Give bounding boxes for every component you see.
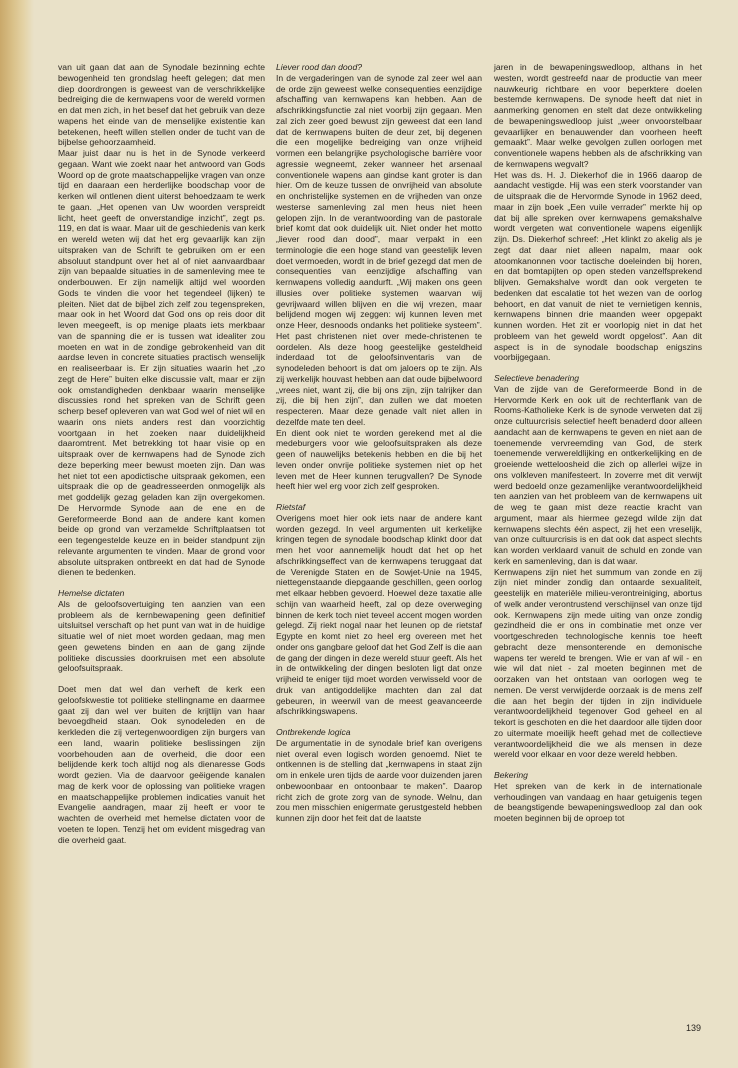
paragraph: En dient ook niet te worden gerekend met al die medeburgers voor wie geloofsuitspraken als deze geen of nauwelijks betekenis hebben en die bij het leven onder onvrije politieke systemen niet op het leven met de Heer kunnen terugvallen? De Synode heeft hier wel erg voor zich zelf gesproken. [276, 427, 482, 492]
paragraph: jaren in de bewapeningswedloop, althans in het westen, wordt gestreefd naar de productie van meer nauwkeurig richtbare en voor beperktere doelen bestemde kernwapens. De synode heeft dat niet in aanmerking genomen en stelt dat deze ontwikkeling de bewapeningswedloop juist „weer onvoorstelbaar gevaarlijker en benauwender dan voorheen heeft gemaakt”. Maar welke gevolgen zullen oorlogen met conventionele wapens hebben als de afschrikking van de kernwapens wegvalt? [494, 62, 702, 169]
paragraph: Van de zijde van de Gereformeerde Bond in de Hervormde Kerk en ook uit de rechterflank van de Rooms-Katholieke Kerk is de synode verweten dat zij onze cultuurcrisis selectief heeft benaderd door alleen aandacht aan de kernwapens te geven en niet aan de toenemende vervreemding van God, de sterk toenemende verwereldlijking en ontkerkelijking en de groeiende wetteloosheid die zich op allerlei wijze in ons volkleven manifesteert. In zoverre met dit verwijt werd bedoeld onze gezamenlijke verantwoordelijkheid ten aanzien van het probleem van de kernwapens uit de weg te gaan mist deze reactie kracht van argument, maar als hiermee gezegd wilde zijn dat kernwapens slechts één aspect, zij het een vreselijk, van onze cultuurcrisis is en dat ook dat aspect slechts kan worden verklaard vanuit de schuld en zonde van kerk en samenleving, dan is dat waar. [494, 383, 702, 566]
section-heading-rietstaf: Rietstaf [276, 502, 306, 512]
section-heading-ontbrekende-logica: Ontbrekende logica [276, 727, 351, 737]
text-column-middle [276, 62, 482, 824]
paragraph: Maar juist daar nu is het in de Synode verkeerd gegaan. Want wie zoekt naar het antwoord van Gods Woord op de grote maatschappelijke vragen van onze tijd en daaraan een herderlijke boodschap voor de kerken wil ontlenen dient uiterst behoedzaam te werk te gaan. „Het openen van Uw woorden verspreidt licht, heet geeft de onverstandige inzicht”, zegt ps. 119, en dat is waar. Maar uit de geschiedenis van kerk en wereld weten wij dat het erg gevaarlijk kan zijn uitspraken van de Schrift te gebruiken om er een absoluut standpunt over het al of niet aanvaardbaar zijn van bepaalde situaties in de samenleving mee te onderbouwen. Er zijn namelijk altijd wel woorden Gods te vinden die voor het tegendeel (lijken) te pleiten. Niet dat de bijbel zich zelf zou tegenspreken, maar ook in het Woord dat God ons op reis door dit leven meegeeft, is op menige plaats iets merkbaar van de spanning die er is tussen wat idealiter zou moeten en wat in de zondige gebrokenheid van dit aardse leven in concrete situaties practisch wenselijk en realiseerbaar is. Er zijn situaties waarin het „zo zegt de Here” buiten elke discussie valt, maar er zijn ook omstandigheden denkbaar waarin menselijke discussies rond het spreken van de Schrift geen scherp besef opleveren van wat God wel of niet wil en waarin ons niets anders rest dan voorzichtig voortgaan in het zoeken naar duidelijkheid daaromtrent. Met betrekking tot haar visie op en uitspraak over de kernwapens had de Synode zich deze beperking meer bewust moeten zijn. Dan was het niet tot een apodictische uitspraak gekomen, een uitspraak die op de geadresseerden onmogelijk als met goddelijk gezag geladen kan zijn overgekomen. De Hervormde Synode aan de ene en de Gereformeerde Bond aan de andere kant komen beide op grond van verzamelde Schriftplaatsen tot een tegengestelde keuze en in beider standpunt zijn relevante argumenten te vinden. Maar de grond voor absolute uitspraken ontbreekt en dat had de Synode dienen te bedenken. [58, 148, 265, 578]
page-number: 139 [686, 1023, 702, 1033]
paragraph: Het was ds. H. J. Diekerhof die in 1966 daarop de aandacht vestigde. Hij was een sterk voorstander van de uitspraak die de Hervormde Synode in 1962 deed, maar in zijn boek „Een vuile verrader” merkte hij op dat bij alle spreken over kernwapens gemakshalve wordt vergeten wat conventionele wapens eigenlijk zijn. Ds. Diekerhof schreef: „Het klinkt zo akelig als je zegt dat daar niet alleen napalm, maar ook atoomkanonnen voor tactische doeleinden bij horen, en dat bomtapijten op open steden vanzelfsprekend blijven. Gemakshalve wordt dan ook vergeten te bedenken dat escalatie tot het wezen van de oorlog behoort, en dat vanuit de niet te vernietigen kennis, kernwapens binnen drie maanden weer opgepakt kunnen worden. Het zit er voorlopig niet in dat het probleem van het geweld wordt opgelost”. Aan dit aspect is in de synodale boodschap enigszins voorbijgegaan. [494, 169, 702, 363]
text-column-right [494, 62, 702, 824]
section-heading-hemelse-dictaten: Hemelse dictaten [58, 588, 125, 598]
section-heading-selectieve-benadering: Selectieve benadering [494, 373, 580, 383]
paragraph: Doet men dat wel dan verheft de kerk een geloofskwestie tot politieke stellingname en daarmee gaat zij dan wel ver buiten de krijtlijn van haar bevoegdheid staan. Ook synodeleden en de kerkleden die zij vertegenwoordigen zijn burgers van een land, waarin politieke beslissingen zijn voorbehouden aan de overheid, die door een belijdende kerk toch altijd nog als dienaresse Gods wordt gezien. Via de daarvoor geëigende kanalen mag de kerk voor de oplossing van politieke vragen en maatschappelijke problemen indicaties vanuit het Evangelie aandragen, maar zij heeft er voor te wachten de overheid met hemelse dictaten voor de voeten te lopen. Tenzij het om evident misgedrag van die overheid gaat. [58, 684, 265, 845]
paragraph: Kernwapens zijn niet het summum van zonde en zij zijn niet minder zondig dan ontaarde sexualiteit, geestelijk en materiële milieu-verontreiniging, abortus of welk ander verontrustend verschijnsel van onze tijd ook. Kernwapens zijn mede uiting van onze zondig gezindheid die er ons in combinatie met onze ver voortgeschreden technologische kennis toe heeft gebracht deze mensonterende en demonische wapens ter wereld te brengen. Wie er van af wil - en wie wil dat niet - zal moeten beginnen met de oorzaken van het ontstaan van oorlogen weg te nemen. De verst verwijderde oorzaak is de mens zelf die aan het begin der tijden in zijn individuele verantwoordelijkheid tegenover God geheel en al tekort is geschoten en die het daardoor alle tijden door zo uitermate moeilijk heeft gehad met de collectieve verantwoordelijkheid die we als mensen in deze wereld voor elkaar en voor deze wereld hebben. [494, 566, 702, 760]
paragraph: Overigens moet hier ook iets naar de andere kant worden gezegd. In veel argumenten uit kerkelijke kringen tegen de synodale boodschap klinkt door dat men het voor aannemelijk houdt dat het op het afschrikkingseffect van de kernwapens teruggaat dat de Verenigde Staten en de Sowjet-Unie na 1945, niettegenstaande diepgaande geschillen, geen oorlog met elkaar hebben gevoerd. Hoewel deze taxatie alle schijn van waarheid heeft, zal op deze overweging binnen de kerk toch niet teveel accent mogen worden gelegd. Zij riekt nogal naar het leunen op de rietstaf Egypte en komt niet zo heel erg overeen met het onder ons gangbare geloof dat het God Zelf is die aan de gang der dingen in deze wereld stuur geeft. Als het in de ontwikkeling der dingen besloten ligt dat onze vrijheid te eniger tijd moet worden verwisseld voor de druk van antigoddelijke machten dan zal dat gebeuren, in weerwil van de meest geavanceerde afschrikkingswapens. [276, 512, 482, 717]
page-spine-shadow [0, 0, 34, 1068]
section-heading-liever-rood-dan-dood: Liever rood dan dood? [276, 62, 363, 72]
paragraph: Het spreken van de kerk in de internationale verhoudingen van vandaag en haar getuigenis tegen de beangstigende bewapeningswedloop zal dan ook moeten beginnen bij de oproep tot [494, 780, 702, 823]
paragraph: In de vergaderingen van de synode zal zeer wel aan de orde zijn geweest welke consequenties eenzijdige afschaffing van kernwapens kan hebben. Aan de afschrikkingsfunctie zal niet voorbij zijn gegaan. Men zal zich zeer goed bewust zijn geweest dat een land dat de kernwapens buiten de deur zet, bij degenen die een mogelijke bedreiging van onze vrijheid vormen een belangrijke psychologische barrière voor agressie wegneemt, zeker wanneer het arsenaal conventionele wapens aan gindse kant groter is dan hier. Om de keuze tussen de onvrijheid van absolute en onchristelijke systemen en de vrijheden van onze westerse samenleving zal men heus niet heen gelopen zijn. In de verantwoording van de pastorale brief komt dat ook duidelijk uit. Niet onder het motto „liever rood dan dood”, maar verpakt in een terminologie die een hoge stand van geestelijk leven doet vermoeden, wordt in de brief gezegd dat men de consequenties van eenzijdige afschaffing van kernwapens volledig aandurft. „Wij maken ons geen illusies over politieke systemen waarvan wij gevrijwaard willen blijven en die wij vrezen, maar belijdend mogen wij zeggen: wij kunnen leven met onze Heer, desnoods ondanks het politieke systeem”. Het past christenen niet over mede-christenen te oordelen. Als deze hoog geestelijke gesteldheid inderdaad tot de geloofsinventaris van de synodeleden behoort is dat om jaloers op te zijn. Als zij werkelijk houvast hebben aan dat oude bijbelwoord „vrees niet, want zij, die bij ons zijn, zijn talrijker dan zij, die bij hen zijn”, dan zullen we dat moeten respecteren. Maar deze genade valt niet allen in dezelfde mate ten deel. [276, 72, 482, 427]
section-heading-bekering: Bekering [494, 770, 528, 780]
paragraph: Als de geloofsovertuiging ten aanzien van een probleem als de kernbewapening geen definitief uitsluitsel verschaft op het punt van wat in de huidige situatie wel of niet moet worden gedaan, mag men geen gewetens binden en aan de gang zijnde politieke discussies doorkruisen met een absolute geloofsuitspraak. [58, 598, 265, 674]
text-column-left [58, 62, 265, 845]
paragraph: van uit gaan dat aan de Synodale bezinning echte bewogenheid ten grondslag heeft gelegen; dat men diep doordrongen is geweest van de verschrikkelijke bedreiging die de kernwapens voor de wereld vormen en dat men zich, in het besef dat het gebruik van deze wapens het einde van de menselijke existentie kan betekenen, heeft willen stellen onder de tucht van de bijbelse gehoorzaamheid. [58, 62, 265, 148]
paragraph: De argumentatie in de synodale brief kan overigens niet overal even logisch worden genoemd. Niet te ontkennen is de stelling dat „kernwapens in staat zijn om in enkele uren tijds de aarde voor duizenden jaren onbewoonbaar en ontoonbaar te maken”. Daarop richt zich de grote zorg van de synode. Welnu, dan zou men misschien enigermate gerustgesteld hebben kunnen zijn door het feit dat de laatste [276, 737, 482, 823]
